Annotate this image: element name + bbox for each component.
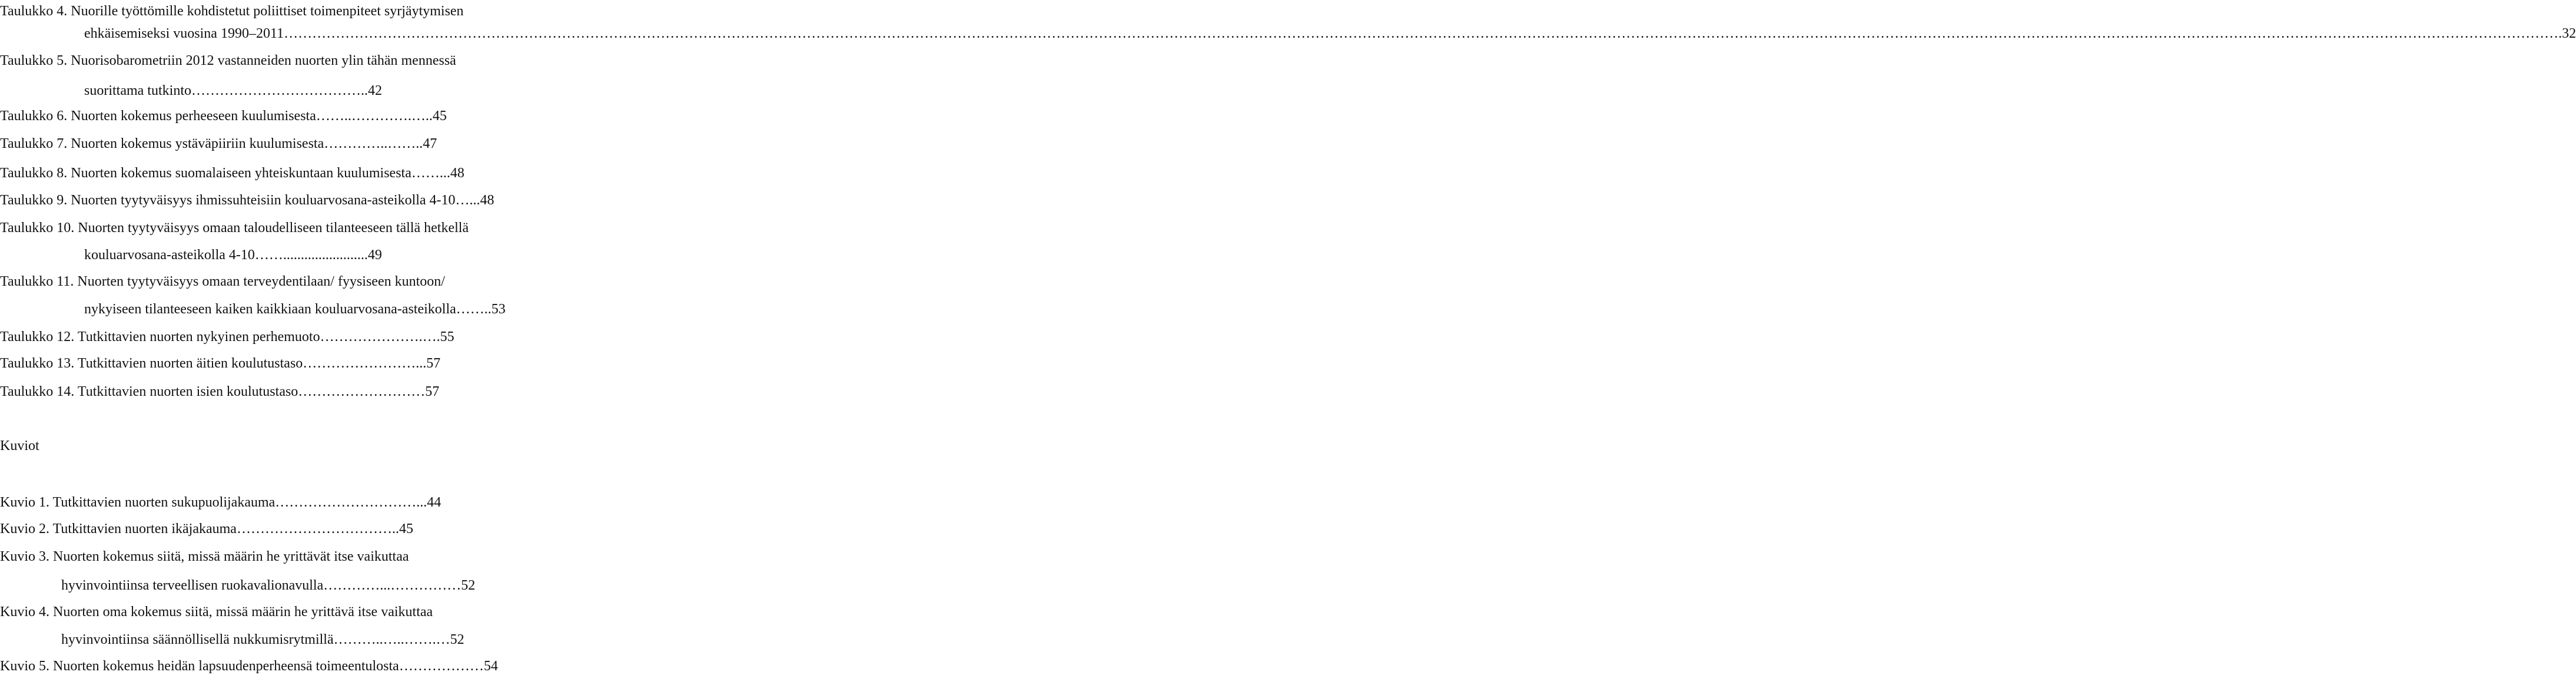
toc-entry-taulukko-11: Taulukko 11. Nuorten tyytyväisyys omaan terveydentilaan/ fyysiseen kuntoon/ [0, 274, 445, 289]
toc-entry-kuvio-3-cont: hyvinvointiinsa terveellisen ruokavalionavulla…………...……………52 [61, 578, 476, 593]
toc-entry-taulukko-8: Taulukko 8. Nuorten kokemus suomalaiseen yhteiskuntaan kuulumisesta……...48 [0, 166, 464, 181]
toc-entry-kuvio-4: Kuvio 4. Nuorten oma kokemus siitä, missä määrin he yrittävä itse vaikuttaa [0, 604, 433, 620]
toc-entry-taulukko-5: Taulukko 5. Nuorisobarometriin 2012 vastanneiden nuorten ylin tähän mennessä [0, 53, 456, 68]
toc-entry-kuvio-4-cont: hyvinvointiinsa säännöllisellä nukkumisrytmillä………..…..…….…52 [61, 632, 464, 647]
toc-entry-taulukko-7: Taulukko 7. Nuorten kokemus ystäväpiiriin kuulumisesta…………..……..47 [0, 136, 437, 151]
toc-entry-taulukko-14: Taulukko 14. Tutkittavien nuorten isien koulutustaso………………………57 [0, 384, 440, 399]
toc-entry-taulukko-4-cont: ehkäisemiseksi vuosina 1990–2011…………………………………………………………………………………………………………………………………………………………………………………………………………………………………………………………………………………………………………………………………………………………………………………………………………………………………………….32 [84, 26, 2576, 41]
toc-entry-kuvio-3: Kuvio 3. Nuorten kokemus siitä, missä määrin he yrittävät itse vaikuttaa [0, 549, 409, 564]
toc-entry-taulukko-5-cont: suorittama tutkinto………………………………..42 [84, 83, 382, 98]
toc-entry-taulukko-11-cont: nykyiseen tilanteeseen kaiken kaikkiaan kouluarvosana-asteikolla……..53 [84, 302, 506, 317]
toc-entry-taulukko-9: Taulukko 9. Nuorten tyytyväisyys ihmissuhteisiin kouluarvosana-asteikolla 4-10…...48 [0, 193, 494, 208]
toc-entry-taulukko-12: Taulukko 12. Tutkittavien nuorten nykyinen perhemuoto………………….….55 [0, 329, 454, 345]
toc-entry-kuvio-1: Kuvio 1. Tutkittavien nuorten sukupuolijakauma…………………………...44 [0, 495, 441, 510]
section-heading-kuviot: Kuviot [0, 438, 39, 454]
toc-entry-kuvio-5: Kuvio 5. Nuorten kokemus heidän lapsuudenperheensä toimeentulosta………………54 [0, 659, 498, 674]
toc-entry-taulukko-10-cont: kouluarvosana-asteikolla 4-10……........................49 [84, 247, 382, 263]
toc-entry-kuvio-2: Kuvio 2. Tutkittavien nuorten ikäjakauma……………………………..45 [0, 521, 413, 537]
toc-entry-taulukko-4: Taulukko 4. Nuorille työttömille kohdistetut poliittiset toimenpiteet syrjäytymisen [0, 4, 464, 19]
toc-entry-taulukko-10: Taulukko 10. Nuorten tyytyväisyys omaan taloudelliseen tilanteeseen tällä hetkellä [0, 220, 469, 236]
toc-entry-taulukko-13: Taulukko 13. Tutkittavien nuorten äitien koulutustaso……………………...57 [0, 356, 441, 371]
toc-entry-taulukko-6: Taulukko 6. Nuorten kokemus perheeseen kuulumisesta……..………….…..45 [0, 108, 447, 124]
